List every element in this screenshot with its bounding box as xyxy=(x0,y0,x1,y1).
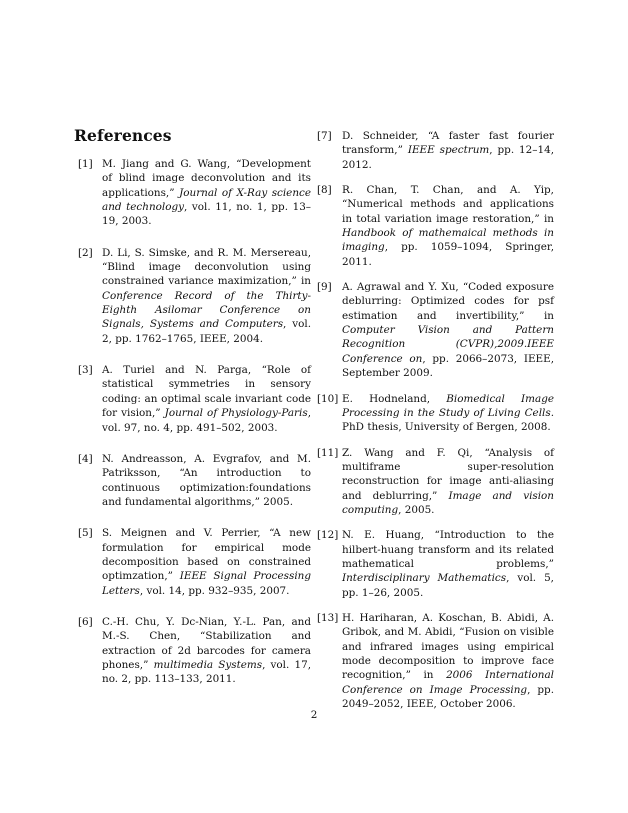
reference-details: , pp. 12–14, 2012. xyxy=(342,144,554,171)
reference-text: N. Andreasson, A. Evgrafov, and M. Patriksson, “An introduction to continuous optimization:foundations and fundamental algorithms,” 2005. xyxy=(102,452,311,508)
reference-number: [2] xyxy=(78,246,93,259)
reference-number: [13] xyxy=(317,611,339,624)
reference-venue: Interdisciplinary Mathematics xyxy=(342,572,507,585)
reference-text: S. Meignen and V. Perrier, “A new formulation for empirical mode decomposition based on constrained optimzation,” xyxy=(102,527,311,583)
reference-details: , pp. 2049–2052, IEEE, October 2006. xyxy=(342,683,555,711)
reference-details: , vol. 14, pp. 932–935, 2007. xyxy=(139,584,290,597)
reference-item-4 xyxy=(78,452,311,509)
reference-item-10 xyxy=(317,392,554,435)
reference-venue: Journal of X-Ray science and technology xyxy=(102,186,311,214)
reference-details: , vol. 97, no. 4, pp. 491–502, 2003. xyxy=(102,407,311,434)
reference-item-8 xyxy=(317,183,554,269)
reference-number: [7] xyxy=(317,130,332,142)
reference-item-12 xyxy=(317,528,554,600)
reference-text: M. Jiang and G. Wang, “Development of blind image deconvolution and its applications,” xyxy=(102,158,311,199)
references-right-column xyxy=(317,129,554,711)
reference-venue: Journal of Physiology-Paris xyxy=(164,407,308,420)
reference-item-13 xyxy=(317,611,554,711)
reference-item-1 xyxy=(78,157,311,229)
reference-number: [5] xyxy=(78,527,93,540)
reference-text: C.-H. Chu, Y. Dc-Nian, Y.-L. Pan, and M.-S. Chen, “Stabilization and extraction of 2d barcodes for camera phones,” xyxy=(102,615,311,671)
reference-details: , vol. 5, pp. 1–26, 2005. xyxy=(342,572,554,599)
reference-item-3 xyxy=(78,363,311,435)
references-heading: References xyxy=(74,126,172,145)
reference-venue: IEEE spectrum xyxy=(407,144,490,157)
reference-number: [1] xyxy=(78,158,93,170)
reference-venue: Handbook of mathemaical methods in imaging xyxy=(342,227,554,254)
reference-details: , vol. 2, pp. 1762–1765, IEEE, 2004. xyxy=(102,318,312,345)
reference-venue: Conference Record of the Thirty-Eighth Asilomar Conference on Signals, Systems and Computers xyxy=(102,289,311,331)
reference-item-9 xyxy=(317,280,554,380)
reference-venue: Computer Vision and Pattern Recognition (CVPR),2009.IEEE Conference on xyxy=(342,324,554,365)
reference-text: H. Hariharan, A. Koschan, B. Abidi, A. Gribok, and M. Abidi, “Fusion on visible and infrared images using empirical mode decomposition to improve face recognition,” in xyxy=(342,611,554,682)
reference-item-6 xyxy=(78,615,311,687)
reference-text: Z. Wang and F. Qi, “Analysis of multiframe super-resolution reconstruction for image anti-aliasing and deblurring,” xyxy=(342,446,554,502)
reference-venue: multimedia Systems xyxy=(153,658,263,671)
reference-text: E. Hodneland, xyxy=(342,392,447,405)
reference-text: R. Chan, T. Chan, and A. Yip, “Numerical methods and applications in total variation image restoration,” in xyxy=(342,184,554,225)
reference-number: [11] xyxy=(317,446,339,459)
reference-venue: Biomedical Image Processing in the Study of Living Cells xyxy=(342,392,554,419)
reference-text: D. Schneider, “A faster fast fourier transform,” xyxy=(342,130,554,157)
reference-item-11 xyxy=(317,446,554,518)
reference-venue: Image and vision computing xyxy=(342,489,554,516)
reference-text: A. Turiel and N. Parga, “Role of statistical symmetries in sensory coding: an optimal scale invariant code for vision,” xyxy=(102,364,311,420)
reference-venue: 2006 International Conference on Image Processing xyxy=(342,669,555,696)
reference-number: [6] xyxy=(78,615,93,628)
references-left-column xyxy=(78,157,311,687)
reference-number: [3] xyxy=(78,364,93,377)
reference-item-2 xyxy=(78,246,311,346)
reference-item-7 xyxy=(317,129,554,172)
reference-text: D. Li, S. Simske, and R. M. Mersereau, “Blind image deconvolution using constrained variance maximization,” in xyxy=(102,246,311,288)
reference-details: , 2005. xyxy=(398,503,435,516)
reference-number: [9] xyxy=(317,281,332,294)
reference-number: [4] xyxy=(78,452,93,465)
reference-number: [12] xyxy=(317,529,339,542)
reference-details: , vol. 17, no. 2, pp. 113–133, 2011. xyxy=(102,658,311,686)
reference-text: A. Agrawal and Y. Xu, “Coded exposure deblurring: Optimized codes for psf estimation and invertibility,” in xyxy=(342,281,554,322)
page-number: 2 xyxy=(310,709,318,721)
reference-details: , pp. 2066–2073, IEEE, September 2009. xyxy=(342,352,555,380)
reference-text: N. E. Huang, “Introduction to the hilbert-huang transform and its related mathematical problems,” xyxy=(342,529,554,570)
reference-item-5 xyxy=(78,526,311,598)
reference-details: . PhD thesis, University of Bergen, 2008. xyxy=(342,406,554,434)
reference-details: , pp. 1059–1094, Springer, 2011. xyxy=(342,241,554,268)
reference-details: , vol. 11, no. 1, pp. 13–19, 2003. xyxy=(102,201,311,228)
reference-number: [10] xyxy=(317,392,339,405)
reference-number: [8] xyxy=(317,184,332,197)
reference-venue: IEEE Signal Processing Letters xyxy=(102,570,311,597)
